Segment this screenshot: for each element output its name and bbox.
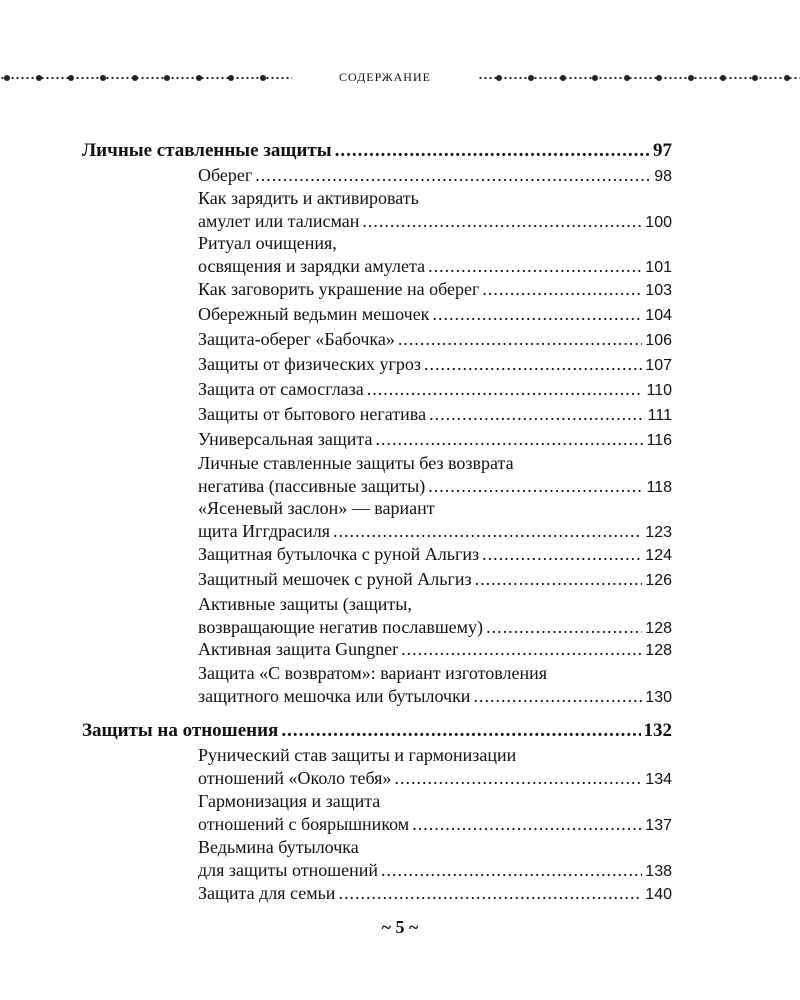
toc-page-number: 106 bbox=[645, 332, 672, 349]
toc-item[interactable] bbox=[198, 328, 672, 352]
toc-page-number: 104 bbox=[645, 307, 672, 324]
toc-page-number: 110 bbox=[646, 382, 672, 399]
toc-page-number: 97 bbox=[653, 140, 672, 161]
toc-item-title: Универсальная защита bbox=[198, 429, 373, 449]
toc-item-title: щита Иггдрасиля bbox=[198, 521, 330, 541]
toc-page-number: 118 bbox=[646, 479, 672, 496]
toc-page-number: 124 bbox=[645, 547, 672, 564]
toc-item-title: Защиты от физических угроз bbox=[198, 354, 421, 374]
toc-item-title-line1: Активные защиты (защиты, bbox=[198, 594, 412, 614]
toc-item-title: Защиты от бытового негатива bbox=[198, 404, 427, 424]
toc-page-number: 128 bbox=[645, 642, 672, 659]
toc-section-title: Защиты на отношения bbox=[82, 720, 279, 741]
toc-item[interactable] bbox=[198, 882, 672, 906]
toc-item-title: негатива (пассивные защиты) bbox=[198, 476, 426, 496]
toc-section-personal-protections[interactable] bbox=[82, 139, 672, 162]
toc-item-title-line1: Ведьмина бутылочка bbox=[198, 837, 359, 857]
toc-item-title: Как заговорить украшение на оберег bbox=[198, 279, 480, 299]
toc-item[interactable] bbox=[198, 232, 672, 279]
toc-item-title: освящения и зарядки амулета bbox=[198, 256, 426, 276]
toc-item-title-line1: «Ясеневый заслон» — вариант bbox=[198, 498, 435, 518]
toc-item[interactable] bbox=[198, 744, 672, 791]
toc-item-title-line1: Защита «С возвратом»: вариант изготовления bbox=[198, 663, 547, 683]
toc-item[interactable] bbox=[198, 452, 672, 499]
toc-page-number: 116 bbox=[646, 432, 672, 449]
toc-item[interactable] bbox=[198, 836, 672, 883]
toc-item[interactable] bbox=[198, 428, 672, 452]
toc-item-title: отношений с боярышником bbox=[198, 814, 410, 834]
toc-item-title: возвращающие негатив пославшему) bbox=[198, 617, 484, 637]
toc-item-title-line1: Личные ставленные защиты без возврата bbox=[198, 453, 514, 473]
toc-page-number: 126 bbox=[645, 572, 672, 589]
toc-item-title-line1: Как зарядить и активировать bbox=[198, 188, 419, 208]
toc-item[interactable] bbox=[198, 403, 672, 427]
toc-item-title: Защитная бутылочка с руной Альгиз bbox=[198, 544, 480, 564]
toc-page-number: 140 bbox=[645, 886, 672, 903]
toc-item-title-line1: Гармонизация и защита bbox=[198, 791, 381, 811]
toc-item[interactable] bbox=[198, 278, 672, 302]
toc-item-title-line1: Ритуал очищения, bbox=[198, 233, 337, 253]
toc-leader bbox=[281, 719, 640, 742]
toc-item[interactable] bbox=[198, 187, 672, 234]
toc-page-number: 100 bbox=[645, 214, 672, 231]
toc-page-number: 98 bbox=[654, 168, 672, 185]
toc-page-number: 103 bbox=[645, 282, 672, 299]
toc-page-number: 123 bbox=[645, 524, 672, 541]
toc-item[interactable] bbox=[198, 303, 672, 327]
page-number-footer: ~ 5 ~ bbox=[381, 917, 419, 937]
toc-page-number: 101 bbox=[645, 259, 672, 276]
toc-page-number: 130 bbox=[645, 689, 672, 706]
toc-page-number: 111 bbox=[647, 407, 672, 424]
toc-item-title-line1: Рунический став защиты и гармонизации bbox=[198, 745, 517, 765]
toc-item[interactable] bbox=[198, 164, 672, 188]
toc-item-title: защитного мешочка или бутылочки bbox=[198, 686, 471, 706]
toc-item-title: Защита для семьи bbox=[198, 883, 336, 903]
toc-page-number: 128 bbox=[645, 620, 672, 637]
toc-item[interactable] bbox=[198, 593, 672, 640]
toc-item[interactable] bbox=[198, 662, 672, 709]
toc-item[interactable] bbox=[198, 353, 672, 377]
toc-item-title: для защиты отношений bbox=[198, 860, 378, 880]
toc-item[interactable] bbox=[198, 568, 672, 592]
toc-section-relationship-protections[interactable] bbox=[82, 719, 672, 742]
toc-item-title: Защита-оберег «Бабочка» bbox=[198, 329, 395, 349]
toc-item-title: Активная защита Gungner bbox=[198, 639, 399, 659]
toc-page-number: 138 bbox=[645, 863, 672, 880]
toc-item-title: Защитный мешочек с руной Альгиз bbox=[198, 569, 472, 589]
toc-item-title: Оберег bbox=[198, 165, 253, 185]
toc-item[interactable] bbox=[198, 497, 672, 544]
toc-item-title: Защита от самосглаза bbox=[198, 379, 364, 399]
toc-page-number: 107 bbox=[645, 357, 672, 374]
toc-item-title: амулет или талисман bbox=[198, 211, 360, 231]
toc-item[interactable] bbox=[198, 790, 672, 837]
toc-item-title: Обережный ведьмин мешочек bbox=[198, 304, 430, 324]
toc-page-number: 132 bbox=[643, 720, 672, 741]
toc-page-number: 137 bbox=[645, 817, 672, 834]
toc-item[interactable] bbox=[198, 378, 672, 402]
toc-section-title: Личные ставленные защиты bbox=[82, 140, 332, 161]
toc-leader bbox=[335, 139, 650, 162]
running-header-title: СОДЕРЖАНИЕ bbox=[339, 70, 431, 84]
toc-item[interactable] bbox=[198, 638, 672, 662]
toc-page-number: 134 bbox=[645, 771, 672, 788]
toc-item[interactable] bbox=[198, 543, 672, 567]
toc-item-title: отношений «Около тебя» bbox=[198, 768, 392, 788]
